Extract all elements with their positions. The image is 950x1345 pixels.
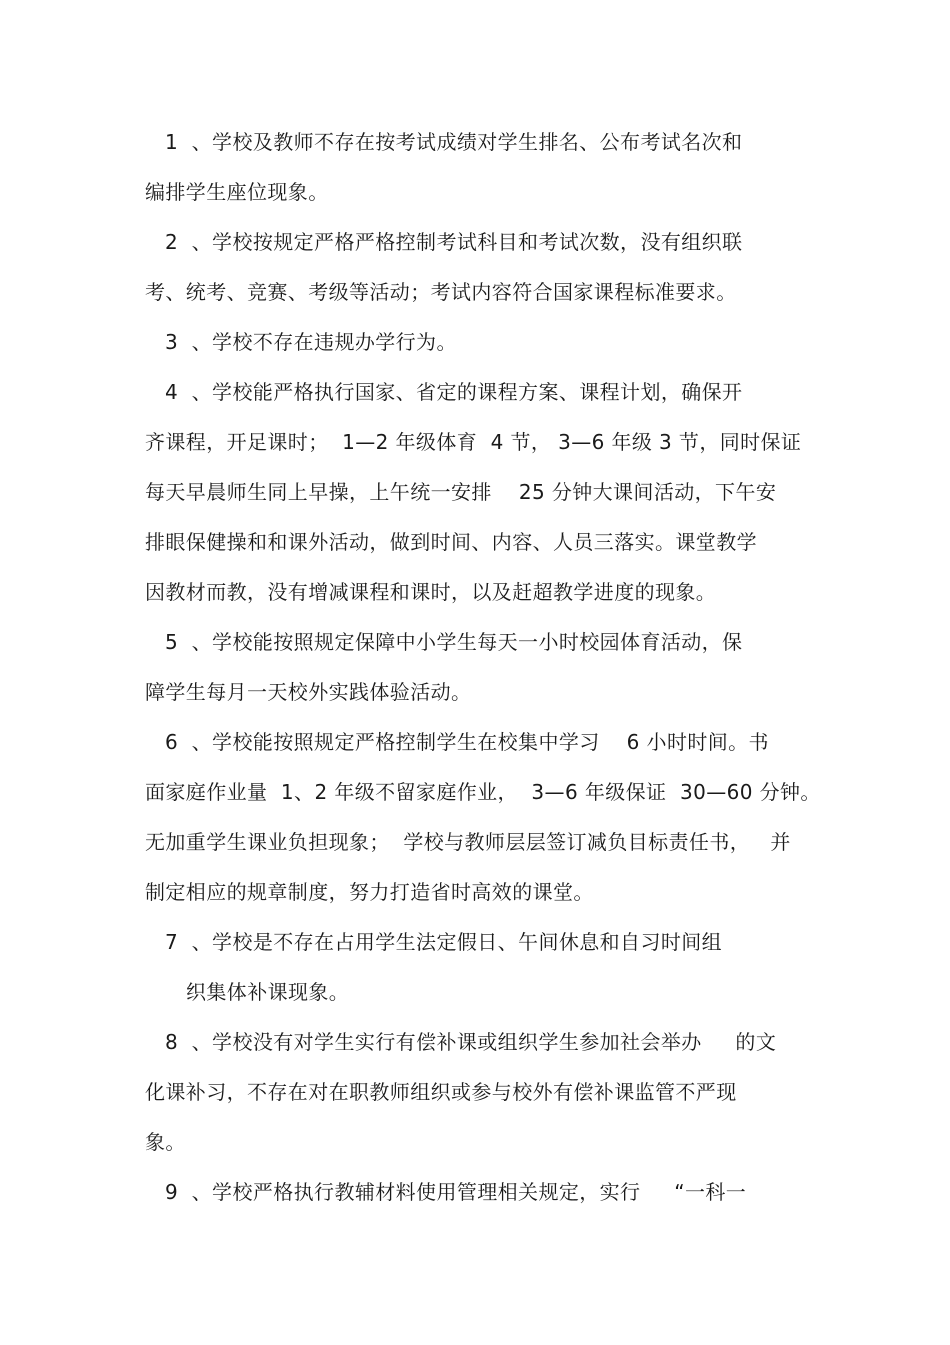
paragraph-4-line-2: 齐课程，开足课时； 1—2 年级体育 4 节， 3—6 年级 3 节，同时保证 (145, 430, 802, 454)
paragraph-5-line-1: 5 、学校能按照规定保障中小学生每天一小时校园体育活动，保 (165, 630, 743, 654)
paragraph-6-line-4: 制定相应的规章制度，努力打造省时高效的课堂。 (145, 880, 594, 904)
paragraph-1-line-1: 1 、学校及教师不存在按考试成绩对学生排名、公布考试名次和 (165, 130, 743, 154)
paragraph-7-line-2: 织集体补课现象。 (186, 980, 350, 1004)
paragraph-6-line-3: 无加重学生课业负担现象； 学校与教师层层签订减负目标责任书， 并 (145, 830, 791, 854)
paragraph-9-line-1: 9 、学校严格执行教辅材料使用管理相关规定，实行 “一科一 (165, 1180, 747, 1204)
paragraph-1-line-2: 编排学生座位现象。 (145, 180, 329, 204)
paragraph-4-line-5: 因教材而教，没有增减课程和课时，以及赶超教学进度的现象。 (145, 580, 717, 604)
paragraph-6-line-2: 面家庭作业量 1、2 年级不留家庭作业， 3—6 年级保证 30—60 分钟。 (145, 780, 821, 804)
paragraph-8-line-1: 8 、学校没有对学生实行有偿补课或组织学生参加社会举办 的文 (165, 1030, 777, 1054)
paragraph-4-line-4: 排眼保健操和和课外活动，做到时间、内容、人员三落实。课堂教学 (145, 530, 757, 554)
paragraph-2-line-1: 2 、学校按规定严格严格控制考试科目和考试次数，没有组织联 (165, 230, 743, 254)
paragraph-3-line-1: 3 、学校不存在违规办学行为。 (165, 330, 457, 354)
paragraph-8-line-2: 化课补习，不存在对在职教师组织或参与校外有偿补课监管不严现 (145, 1080, 737, 1104)
paragraph-2-line-2: 考、统考、竞赛、考级等活动；考试内容符合国家课程标准要求。 (145, 280, 737, 304)
paragraph-6-line-1: 6 、学校能按照规定严格控制学生在校集中学习 6 小时时间。书 (165, 730, 769, 754)
paragraph-8-line-3: 象。 (145, 1130, 186, 1154)
paragraph-7-line-1: 7 、学校是不存在占用学生法定假日、午间休息和自习时间组 (165, 930, 723, 954)
paragraph-4-line-3: 每天早晨师生同上早操，上午统一安排 25 分钟大课间活动，下午安 (145, 480, 777, 504)
paragraph-5-line-2: 障学生每月一天校外实践体验活动。 (145, 680, 472, 704)
paragraph-4-line-1: 4 、学校能严格执行国家、省定的课程方案、课程计划，确保开 (165, 380, 743, 404)
